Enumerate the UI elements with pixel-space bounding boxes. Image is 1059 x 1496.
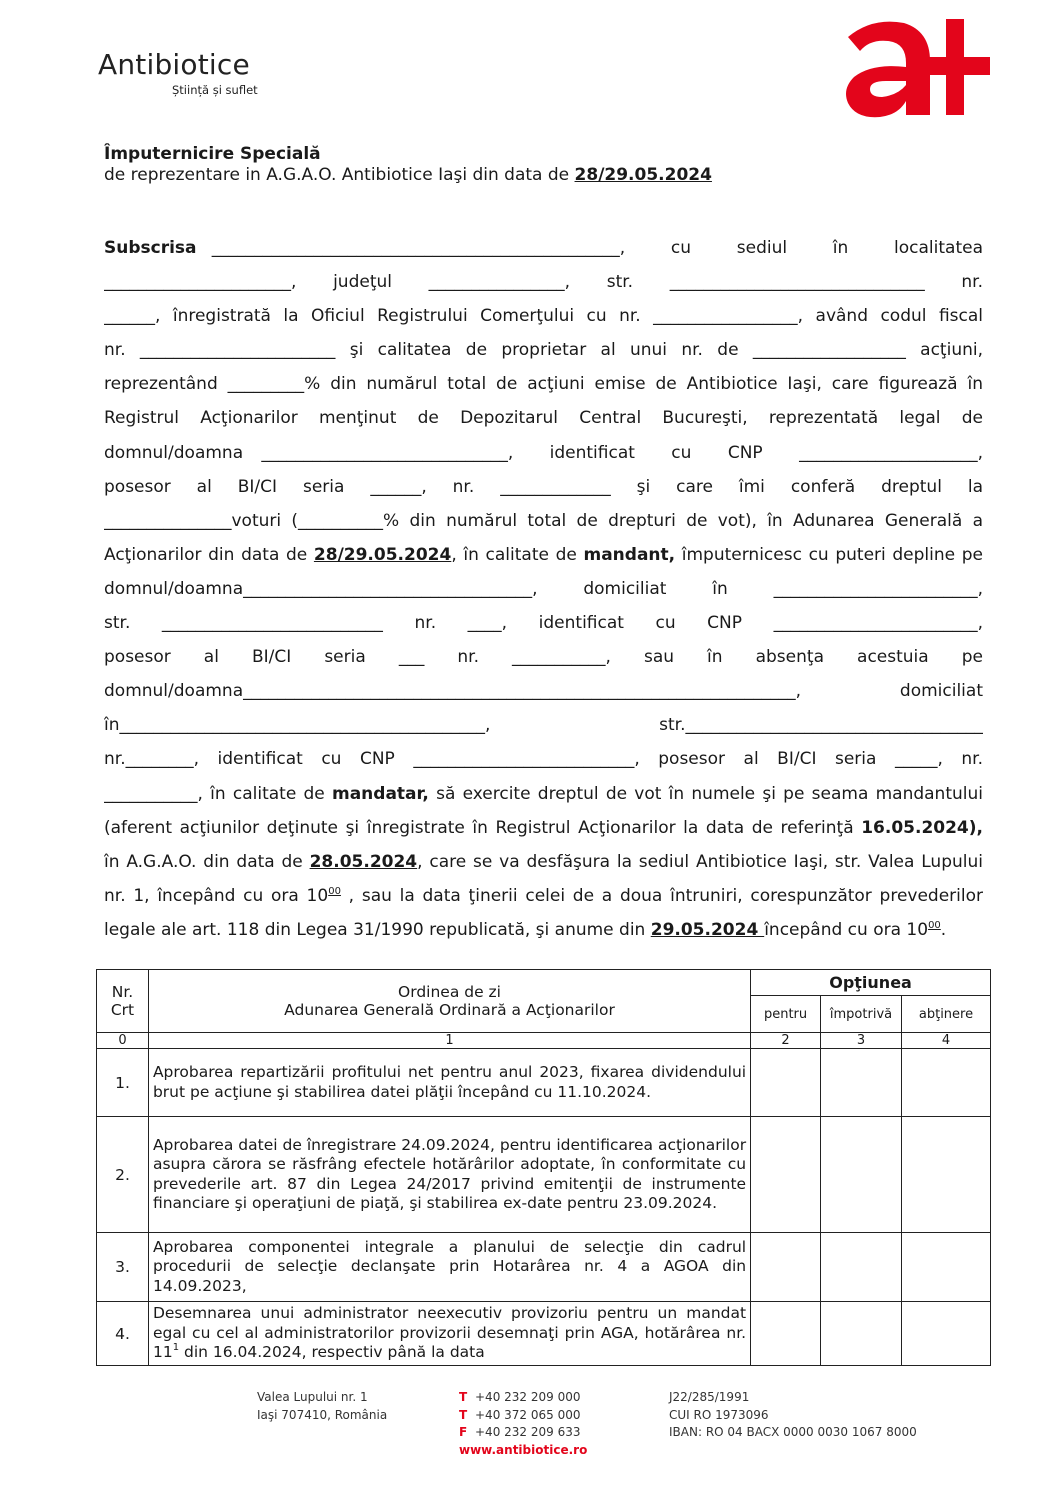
body-line: domnul/doamna_________________________________________________________________, domiciliat	[104, 681, 983, 702]
table-row	[97, 1049, 991, 1117]
agenda-item-text: Aprobarea componentei integrale a planului de selecţie din cadrul procedurii de selecţie declanşate prin Hotarârea nr. 4 a AGOA din 14.09.2023,	[148, 1233, 750, 1302]
vote-for-cell[interactable]	[751, 1233, 821, 1302]
column-index: 3	[821, 1033, 902, 1049]
vote-against-cell[interactable]	[821, 1049, 902, 1117]
body-line: ______________________, judeţul ________________, str. ______________________________ nr.	[104, 272, 983, 293]
row-number: 4.	[97, 1302, 149, 1366]
body-line: nr. 1, începând cu ora $10^{00}$ , sau la data ţinerii celei de a doua întruniri, corespunzător prevederilor	[104, 885, 983, 906]
row-number: 3.	[97, 1233, 149, 1302]
footer-address: Valea Lupului nr. 1 Iaşi 707410, România	[257, 1390, 388, 1422]
body-line: domnul/doamna _____________________________, identificat cu CNP _____________________,	[104, 442, 983, 463]
body-line: Acţionarilor din data de 28/29.05.2024, în calitate de mandant, împuternicesc cu puteri depline pe	[104, 544, 983, 565]
header-option: Opţiunea	[751, 970, 991, 996]
body-line: ______, înregistrată la Oficiul Registrului Comerţului cu nr. _________________, având codul fiscal	[104, 306, 983, 327]
header-abstain: abţinere	[902, 996, 991, 1033]
body-line: legale ale art. 118 din Legea 31/1990 republicată, şi anume din 29.05.2024 începând cu ora $10^{00}$.	[104, 919, 947, 940]
body-line: Registrul Acţionarilor menţinut de Depozitarul Central Bucureşti, reprezentată legal de	[104, 408, 983, 429]
footer-registration: J22/285/1991 CUI RO 1973096 IBAN: RO 04 BACX 0000 0030 1067 8000	[669, 1390, 917, 1439]
column-index: 0	[97, 1033, 149, 1049]
vote-for-cell[interactable]	[751, 1049, 821, 1117]
body-line: (aferent acţiunilor deţinute şi înregistrate în Registrul Acţionarilor la data de referinţă 16.05.2024),	[104, 817, 983, 838]
vote-against-cell[interactable]	[821, 1117, 902, 1233]
header-nr-crt: Nr. Crt	[97, 970, 149, 1033]
website-link[interactable]: www.antibiotice.ro	[459, 1442, 588, 1457]
company-logo-text: Antibiotice	[98, 48, 250, 81]
header-against: împotrivă	[821, 996, 902, 1033]
vote-abstain-cell[interactable]	[902, 1049, 991, 1117]
agenda-item-text: Aprobarea datei de înregistrare 24.09.2024, pentru identificarea acţionarilor asupra cărora se răsfrâng efectele hotărârilor adoptate, în conformitate cu prevederile art. 87 din Legea 24/2017 privind emitenţii de instrumente financiare şi operaţiuni de piaţă, şi stabilirea ex-date pentru 23.09.2024.	[148, 1117, 750, 1233]
body-line: ___________, în calitate de mandatar, să exercite dreptul de vot în numele şi pe seama mandantului	[104, 783, 983, 804]
column-index: 2	[751, 1033, 821, 1049]
vote-for-cell[interactable]	[751, 1117, 821, 1233]
table-row	[97, 1117, 991, 1233]
vote-abstain-cell[interactable]	[902, 1233, 991, 1302]
row-number: 2.	[97, 1117, 149, 1233]
company-tagline: Știință și suflet	[172, 83, 258, 97]
agenda-item-text: Desemnarea unui administrator neexecutiv provizoriu pentru un mandat egal cu cel al administratorilor provizorii desemnaţi prin AGA, hotărârea nr. $11^1$ din 16.04.2024, respectiv până la data	[148, 1302, 750, 1366]
body-line: în___________________________________________, str.___________________________________	[104, 715, 983, 736]
header-agenda: Ordinea de zi Adunarea Generală Ordinară a Acţionarilor	[148, 970, 750, 1033]
table-row	[97, 1233, 991, 1302]
document-title: Împuternicire Specială	[104, 144, 321, 164]
a-plus-logo-icon	[842, 15, 992, 121]
body-line: Subscrisa ________________________________________________, cu sediul în localitatea	[104, 238, 983, 258]
vote-abstain-cell[interactable]	[902, 1302, 991, 1366]
column-index: 1	[148, 1033, 750, 1049]
row-number: 1.	[97, 1049, 149, 1117]
vote-for-cell[interactable]	[751, 1302, 821, 1366]
agenda-item-text: Aprobarea repartizării profitului net pentru anul 2023, fixarea dividendului brut pe acţiune şi stabilirea datei plăţii începând cu 11.10.2024.	[148, 1049, 750, 1117]
body-line: posesor al BI/CI seria ___ nr. ___________, sau în absenţa acestuia pe	[104, 647, 983, 668]
body-line: în A.G.A.O. din data de 28.05.2024, care se va desfăşura la sediul Antibiotice Iaşi, str. Valea Lupului	[104, 851, 983, 872]
body-line: domnul/doamna__________________________________, domiciliat în ________________________,	[104, 578, 983, 599]
header-for: pentru	[751, 996, 821, 1033]
body-line: nr. _______________________ şi calitatea de proprietar al unui nr. de __________________ acţiuni,	[104, 340, 983, 361]
column-index: 4	[902, 1033, 991, 1049]
body-line: reprezentând _________% din numărul total de acţiuni emise de Antibiotice Iaşi, care figurează în	[104, 374, 983, 395]
body-line: _______________voturi (__________% din numărul total de drepturi de vot), în Adunarea Generală a	[104, 510, 983, 531]
vote-abstain-cell[interactable]	[902, 1117, 991, 1233]
vote-against-cell[interactable]	[821, 1233, 902, 1302]
proxy-body-text	[104, 231, 983, 947]
body-line: nr.________, identificat cu CNP __________________________, posesor al BI/CI seria _____, nr.	[104, 749, 983, 770]
vote-against-cell[interactable]	[821, 1302, 902, 1366]
body-line: posesor al BI/CI seria ______, nr. _____________ şi care îmi conferă dreptul la	[104, 476, 983, 497]
agenda-table	[96, 969, 991, 1366]
footer-contacts: T +40 232 209 000 T +40 372 065 000 F +40 232 209 633 www.antibiotice.ro	[459, 1389, 587, 1459]
body-line: str. __________________________ nr. ____, identificat cu CNP ________________________,	[104, 613, 983, 634]
document-subtitle: de reprezentare in A.G.A.O. Antibiotice Iaşi din data de 28/29.05.2024	[104, 165, 712, 185]
table-row	[97, 1302, 991, 1366]
